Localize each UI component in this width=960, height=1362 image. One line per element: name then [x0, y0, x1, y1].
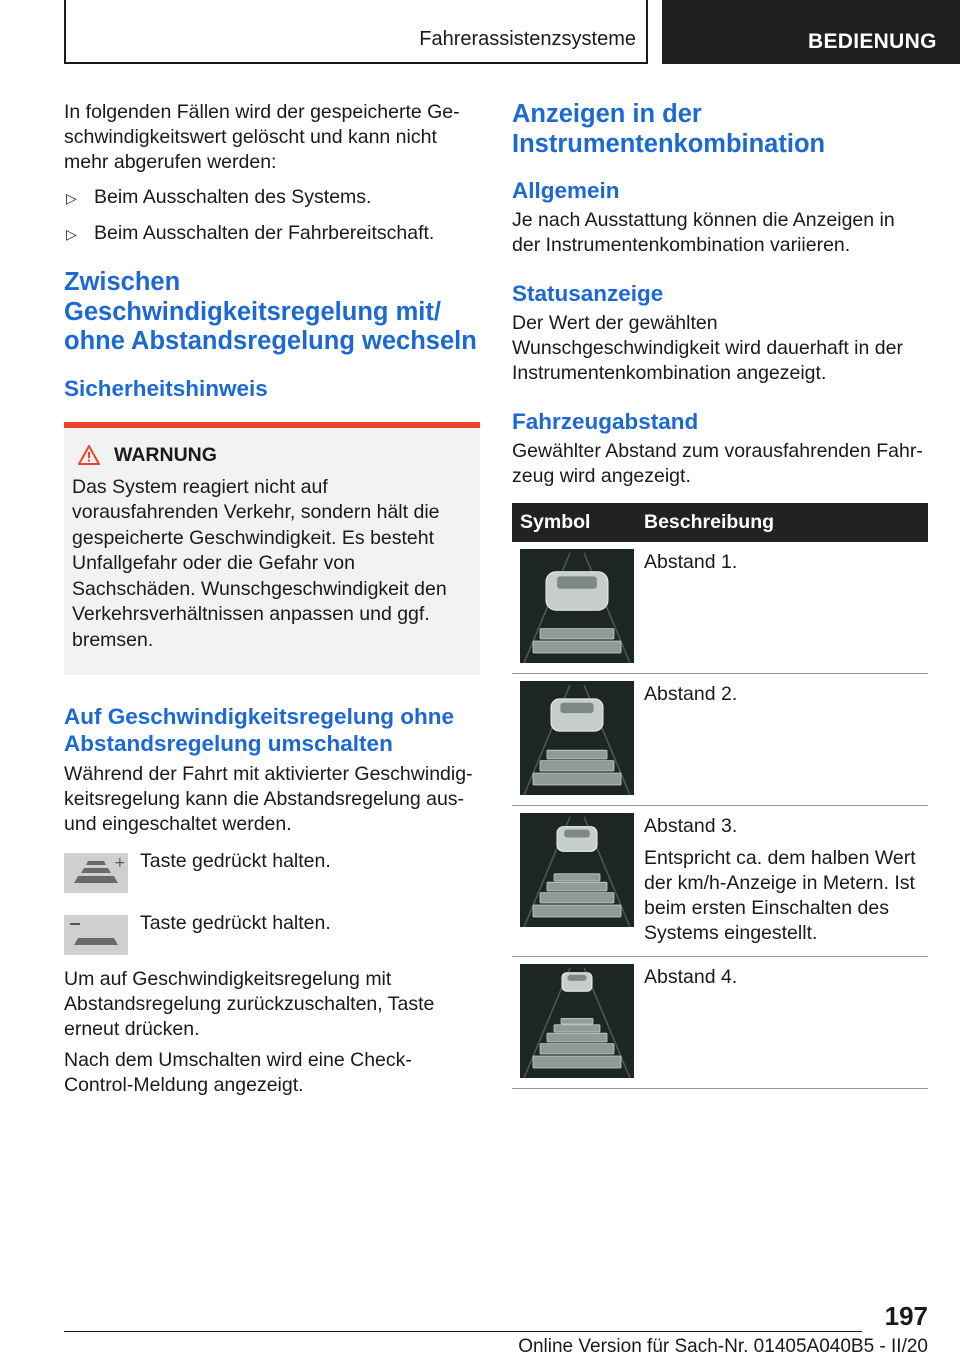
- distance-table: [512, 503, 928, 1089]
- right-column: [512, 100, 928, 1089]
- description-text: Abstand 3.: [644, 815, 738, 837]
- description-cell: [636, 542, 928, 674]
- toggle-paragraph: Während der Fahrt mit aktivierter Geschwindigkeitsregelung kann die Abstandsregelung aus- und eingeschaltet werden.: [64, 763, 473, 835]
- description-cell: [636, 957, 928, 1089]
- heading-distance: Fahrzeugabstand: [512, 409, 699, 434]
- svg-text:+: +: [114, 855, 126, 871]
- warning-label: WARNUNG: [114, 443, 217, 466]
- key1-text: Taste gedrückt halten.: [140, 850, 331, 872]
- description-text: Abstand 1.: [644, 551, 738, 573]
- back-paragraph: Um auf Geschwindigkeitsregelung mit Abstandsregelung zurückzuschalten, Taste erneut drücken.: [64, 968, 435, 1040]
- description-note: Entspricht ca. dem halben Wert der km/h-Anzeige in Metern. Ist beim ersten Einschalten des Systems eingestellt.: [644, 847, 916, 944]
- general-paragraph: Je nach Ausstattung können die Anzeigen in der Instrumentenkombination variieren.: [512, 209, 895, 256]
- footer-divider: [64, 1331, 862, 1332]
- list-item-text: Beim Ausschalten des Systems.: [94, 186, 372, 208]
- warning-box: [64, 422, 480, 676]
- description-cell: [636, 674, 928, 806]
- page-number: 197: [884, 1301, 928, 1331]
- symbol-cell: [512, 957, 636, 1089]
- warning-triangle-icon: [78, 445, 100, 465]
- distance-1-display-icon: [520, 549, 634, 663]
- section-title: Fahrerassistenzsysteme: [419, 28, 636, 50]
- status-paragraph: Der Wert der gewählten Wunschgeschwindigkeit wird dauerhaft in der Instrumentenkombination angezeigt.: [512, 312, 903, 384]
- key-row-plus: [64, 849, 480, 893]
- distance-paragraph: Gewählter Abstand zum vorausfahrenden Fahrzeug wird angezeigt.: [512, 440, 923, 487]
- symbol-cell: [512, 542, 636, 674]
- key-row-minus: [64, 911, 480, 955]
- chapter-tab: [662, 0, 960, 64]
- distance-3-display-icon: [520, 813, 634, 927]
- triangle-bullet-icon: ▷: [66, 190, 77, 206]
- list-item-text: Beim Ausschalten der Fahrbereitschaft.: [94, 222, 435, 244]
- left-column: [64, 100, 480, 1098]
- warning-text: Das System reagiert nicht auf vorausfahrenden Verkehr, sondern hält die gespeicherte Geschwindigkeit. Es besteht Unfallgefahr oder die Gefahr von Sachschäden. Wunschgeschwindigkeit den Verkehrsverhältnissen anpassen und ggf. bremsen.: [72, 475, 447, 651]
- symbol-cell: [512, 674, 636, 806]
- intro-paragraph: In folgenden Fällen wird der gespeicherte Geschwindigkeitswert gelöscht und kann nicht mehr abgerufen werden:: [64, 101, 460, 173]
- table-row: [512, 957, 928, 1089]
- heading-safety: Sicherheitshinweis: [64, 375, 268, 401]
- heading-status: Statusanzeige: [512, 281, 664, 306]
- heading-switch: Zwischen Geschwindigkeitsregelung mit/ ohne Abstandsregelung wechseln: [64, 268, 477, 355]
- check-paragraph: Nach dem Umschalten wird eine Check-Control-Meldung angezeigt.: [64, 1049, 412, 1096]
- footer-online-version: Online Version für Sach-Nr. 01405A040B5 - II/20: [518, 1336, 928, 1357]
- heading-display: Anzeigen in der Instrumentenkombination: [512, 100, 826, 158]
- warning-header: [72, 444, 472, 467]
- description-text: Abstand 2.: [644, 683, 738, 705]
- heading-toggle: Auf Geschwindigkeitsregelung ohne Abstandsregelung umschalten: [64, 704, 455, 756]
- distance-4-display-icon: [520, 964, 634, 1078]
- description-cell: [636, 806, 928, 957]
- table-header-description: Beschreibung: [636, 503, 928, 542]
- symbol-cell: [512, 806, 636, 957]
- list-item: [64, 221, 480, 246]
- heading-general: Allgemein: [512, 178, 620, 203]
- table-row: [512, 542, 928, 674]
- triangle-bullet-icon: ▷: [66, 226, 77, 242]
- distance-minus-key-icon: [64, 915, 128, 955]
- distance-2-display-icon: [520, 681, 634, 795]
- table-row: [512, 674, 928, 806]
- description-text: Abstand 4.: [644, 966, 738, 988]
- table-header-symbol: Symbol: [512, 503, 636, 542]
- bullet-list: [64, 185, 480, 246]
- key2-text: Taste gedrückt halten.: [140, 912, 331, 934]
- distance-plus-key-icon: [64, 853, 128, 893]
- list-item: [64, 185, 480, 210]
- table-row: [512, 806, 928, 957]
- chapter-label: BEDIENUNG: [808, 30, 937, 53]
